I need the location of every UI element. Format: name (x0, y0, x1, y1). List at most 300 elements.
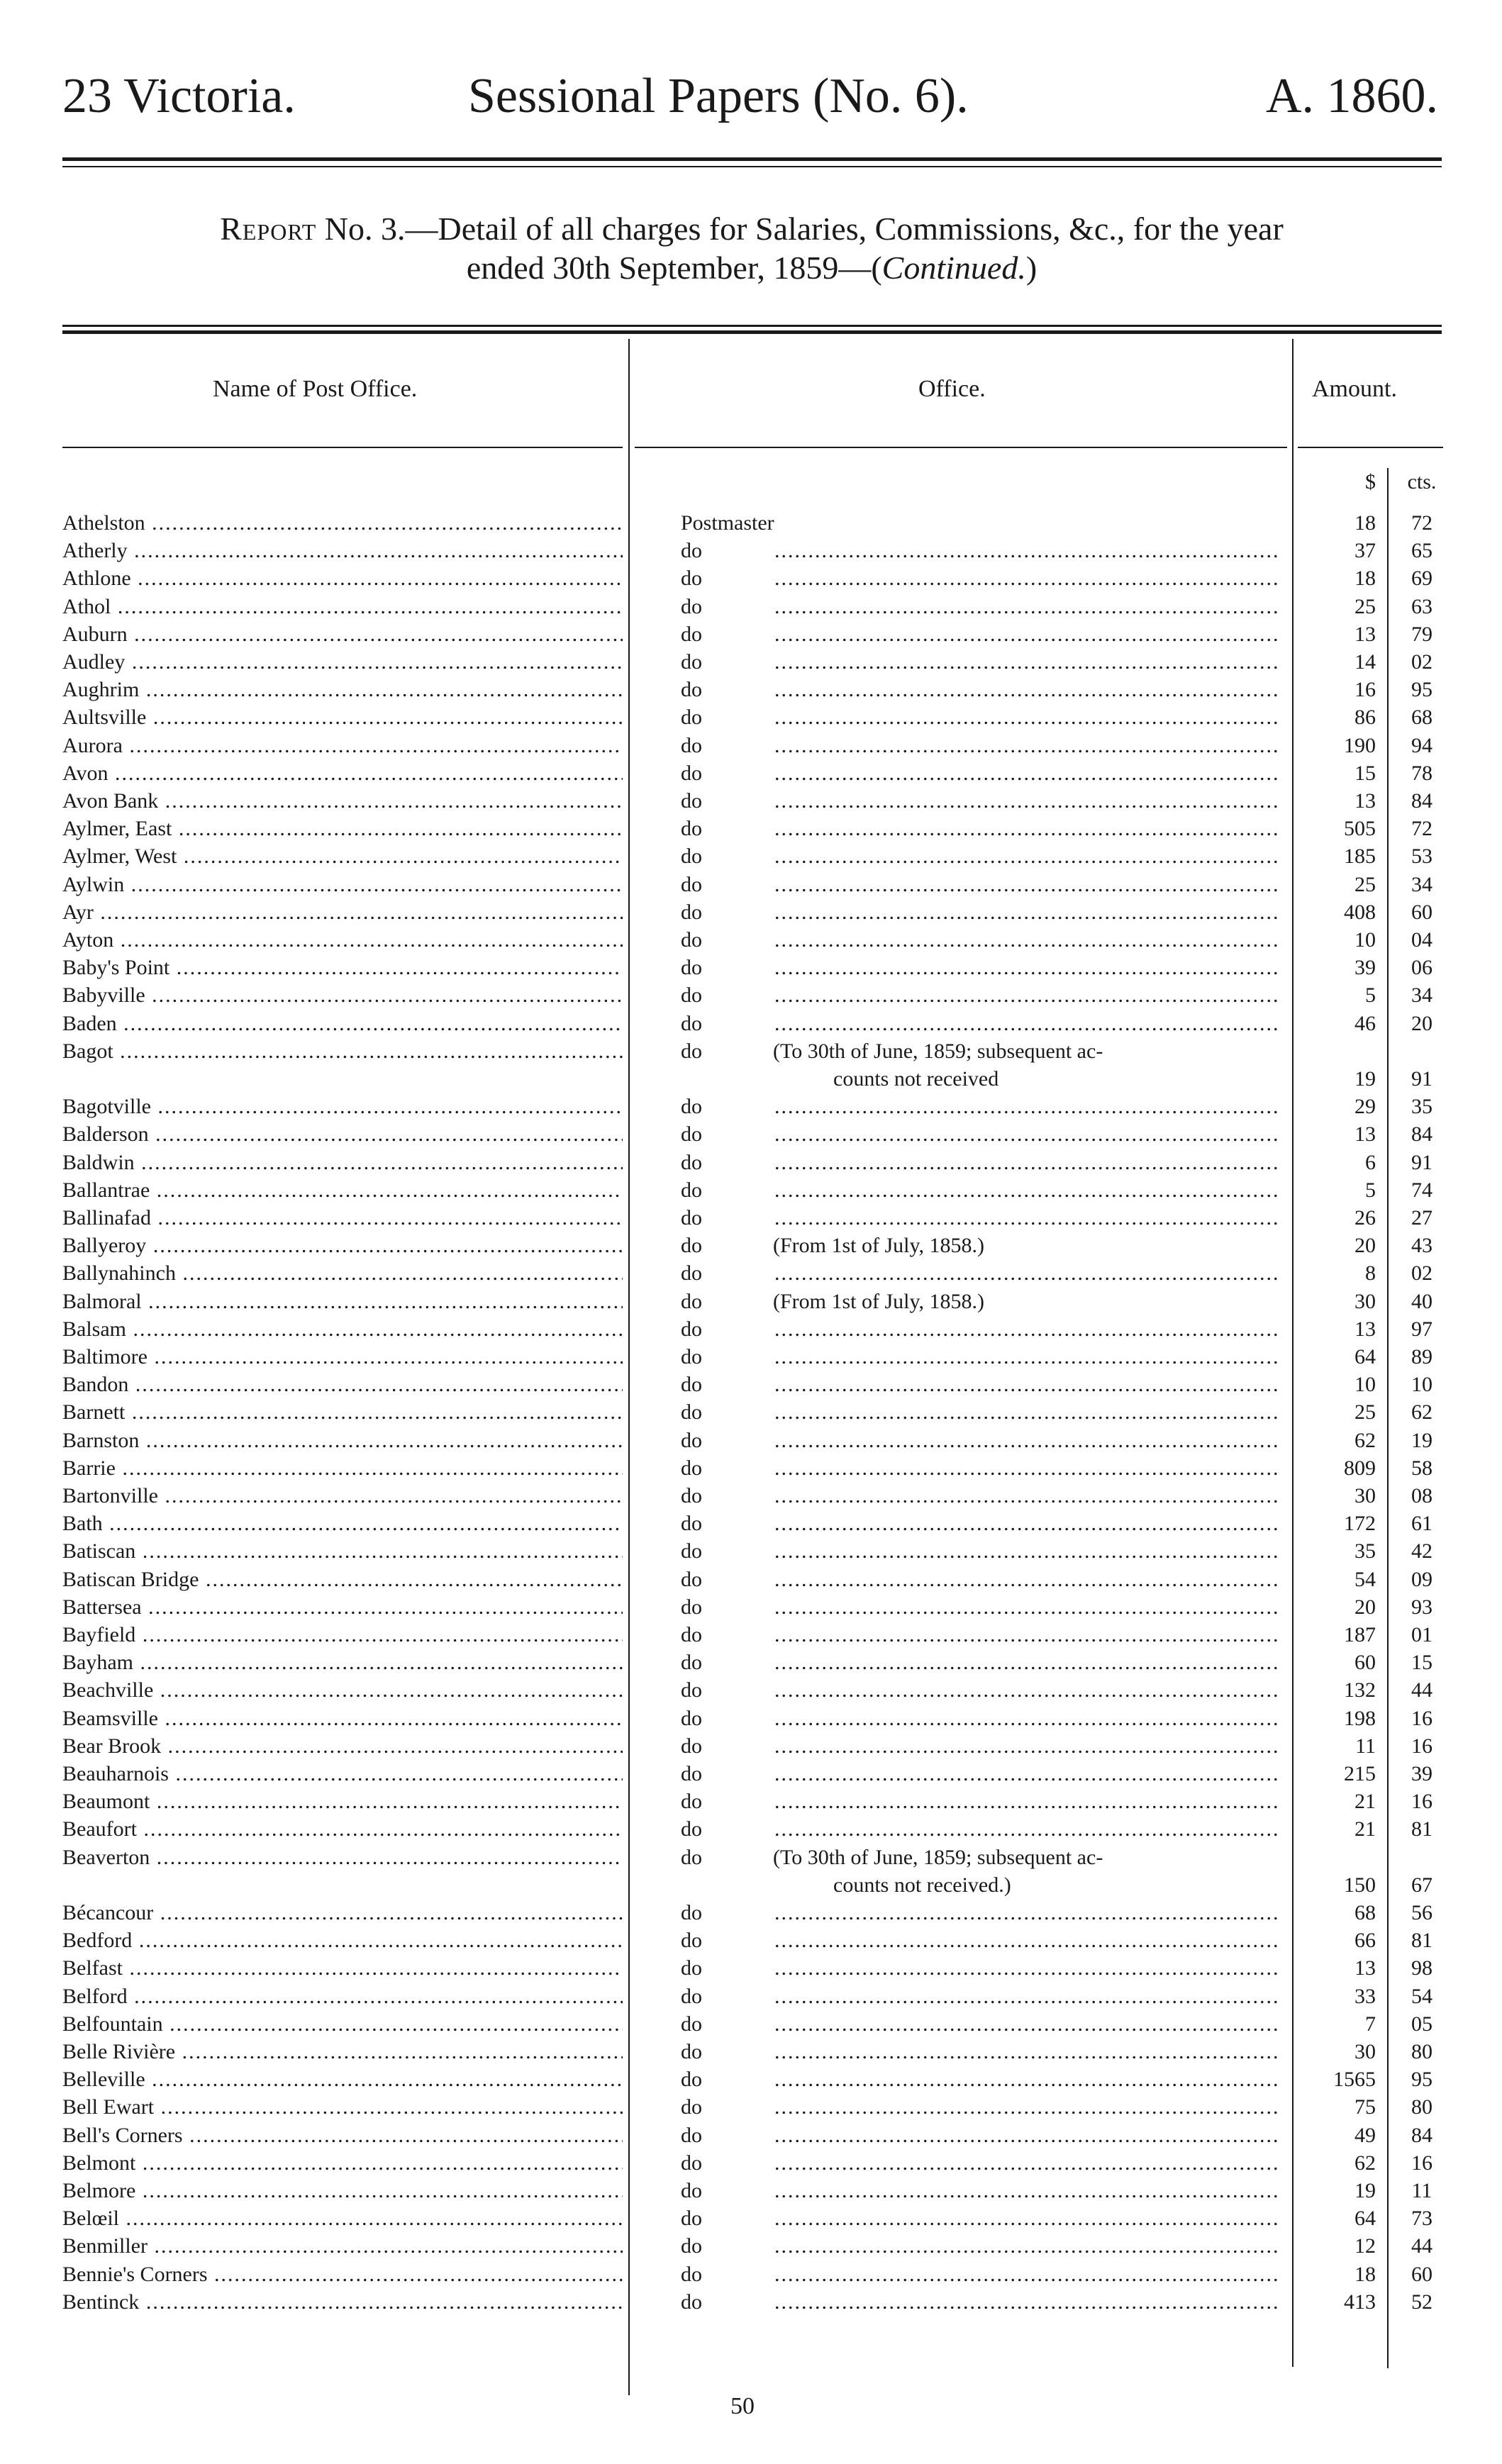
amount-dollars: 150 (1344, 1873, 1376, 1897)
table-row (0, 1537, 1502, 1566)
office-title: do (681, 1150, 702, 1174)
post-office-name: Batiscan ..... (62, 1537, 623, 1566)
post-office-name: Aylmer, West ..... (62, 842, 623, 871)
leader-dots (774, 1537, 1278, 1566)
amount-dollars: 86 (1354, 706, 1376, 730)
table-row (0, 509, 1502, 537)
amount-cents: 67 (1411, 1873, 1433, 1897)
table-row (0, 842, 1502, 871)
leader-dots (774, 926, 1278, 954)
leader-dots (774, 2038, 1278, 2066)
table-row (0, 787, 1502, 815)
amount-cents: 72 (1411, 511, 1433, 535)
office-title: do (681, 733, 702, 757)
table-row-continuation (0, 1065, 1502, 1093)
table-row (0, 1010, 1502, 1038)
leader-dots (774, 537, 1278, 565)
post-office-name: Baden ..... (62, 1010, 623, 1038)
leader-dots (774, 2204, 1278, 2233)
table-row (0, 2204, 1502, 2233)
office-title: do (681, 1623, 702, 1646)
amount-dollars: 15 (1354, 761, 1376, 785)
amount-cents: 80 (1411, 2040, 1433, 2063)
amount-cents: 11 (1411, 2179, 1433, 2202)
office-title: do (681, 1428, 702, 1452)
leader-dots (774, 2149, 1278, 2178)
leader-dots (774, 1454, 1278, 1483)
office-title: do (681, 1762, 702, 1785)
table-row (0, 1398, 1502, 1427)
table-row (0, 1788, 1502, 1816)
amount-dollars: 75 (1354, 2095, 1376, 2119)
post-office-name: Ballantrae ..... (62, 1176, 623, 1205)
office-title: do (681, 2262, 702, 2286)
amount-cents: 72 (1411, 817, 1433, 841)
amount-dollars: 62 (1354, 2151, 1376, 2175)
dollar-unit: $ (1365, 470, 1376, 494)
leader-dots (774, 1983, 1278, 2011)
post-office-name: Benmiller ..... (62, 2232, 623, 2260)
table-row (0, 2260, 1502, 2289)
office-note-continuation: counts not received (833, 1067, 999, 1091)
table-row (0, 2177, 1502, 2205)
post-office-name: Bagot ..... (62, 1037, 623, 1066)
table-row (0, 2122, 1502, 2150)
amount-cents: 93 (1411, 1595, 1433, 1619)
table-row (0, 2038, 1502, 2066)
post-office-name: Beamsville ..... (62, 1705, 623, 1733)
amount-dollars: 14 (1354, 650, 1376, 674)
table-row (0, 2066, 1502, 2094)
table-row (0, 2288, 1502, 2317)
office-title: do (681, 567, 702, 591)
office-title: do (681, 1039, 702, 1063)
table-row (0, 676, 1502, 704)
table-row (0, 1899, 1502, 1927)
office-title: do (681, 2123, 702, 2147)
table-row (0, 1983, 1502, 2011)
amount-dollars: 25 (1354, 1400, 1376, 1425)
amount-cents: 60 (1411, 2262, 1433, 2286)
post-office-name: Belleville ..... (62, 2066, 623, 2094)
amount-dollars: 10 (1354, 1373, 1376, 1397)
leader-dots (774, 1343, 1278, 1371)
office-title: do (681, 1122, 702, 1147)
office-title: do (681, 1539, 702, 1563)
amount-dollars: 66 (1354, 1929, 1376, 1953)
office-note-continuation: counts not received.) (833, 1873, 1011, 1897)
leader-dots (774, 1815, 1278, 1844)
table-row (0, 1149, 1502, 1177)
amount-dollars: 19 (1354, 1067, 1376, 1091)
table-row (0, 1815, 1502, 1844)
post-office-name: Ballinafad ..... (62, 1204, 623, 1232)
table-row (0, 1760, 1502, 1788)
amount-dollars: 54 (1354, 1567, 1376, 1591)
post-office-name: Belmore ..... (62, 2177, 623, 2205)
amount-cents: 81 (1411, 1817, 1433, 1841)
post-office-name: Barrie ..... (62, 1454, 623, 1483)
leader-dots (774, 564, 1278, 593)
leader-dots (774, 703, 1278, 732)
amount-cents: 91 (1411, 1150, 1433, 1174)
post-office-name: Avon Bank ..... (62, 787, 623, 815)
leader-dots (774, 2093, 1278, 2122)
office-title: do (681, 650, 702, 674)
amount-dollars: 68 (1354, 1901, 1376, 1924)
col-header-amount: Amount. (1312, 376, 1397, 402)
post-office-name: Belle Rivière ..... (62, 2038, 623, 2066)
amount-dollars: 6 (1365, 1150, 1376, 1174)
post-office-name: Avon ..... (62, 759, 623, 788)
amount-cents: 40 (1411, 1289, 1433, 1313)
table-row (0, 1120, 1502, 1149)
office-title: do (681, 956, 702, 980)
post-office-name: Battersea ..... (62, 1593, 623, 1622)
leader-dots (774, 1120, 1278, 1149)
amount-cents: 27 (1411, 1206, 1433, 1230)
amount-cents: 98 (1411, 1956, 1433, 1980)
office-title: do (681, 1178, 702, 1202)
post-office-name: Belfast ..... (62, 1954, 623, 1983)
amount-dollars: 46 (1354, 1011, 1376, 1035)
amount-cents: 52 (1411, 2290, 1433, 2314)
amount-cents: 97 (1411, 1317, 1433, 1341)
amount-dollars: 39 (1354, 956, 1376, 980)
table-row (0, 620, 1502, 649)
post-office-name: Aurora ..... (62, 732, 623, 760)
amount-cents: 15 (1411, 1651, 1433, 1675)
amount-cents: 16 (1411, 1790, 1433, 1814)
amount-dollars: 13 (1354, 1956, 1376, 1980)
office-title: do (681, 539, 702, 563)
amount-cents: 84 (1411, 2123, 1433, 2147)
amount-cents: 61 (1411, 1512, 1433, 1536)
office-title: do (681, 1234, 702, 1258)
leader-dots (774, 1566, 1278, 1594)
report-label: Report (220, 211, 317, 247)
amount-dollars: 18 (1354, 511, 1376, 535)
office-title: do (681, 1678, 702, 1702)
office-title: do (681, 844, 702, 869)
office-title: do (681, 872, 702, 896)
leader-dots (774, 1427, 1278, 1455)
office-title: do (681, 1956, 702, 1980)
amount-cents: 34 (1411, 872, 1433, 896)
table-row (0, 1315, 1502, 1344)
page-number: 50 (730, 2393, 755, 2419)
post-office-name: Aultsville ..... (62, 703, 623, 732)
post-office-name: Ballyeroy ..... (62, 1232, 623, 1260)
leader-dots (774, 1204, 1278, 1232)
amount-cents: 95 (1411, 678, 1433, 702)
amount-dollars: 1565 (1333, 2068, 1376, 2092)
leader-dots (774, 2122, 1278, 2150)
amount-cents: 62 (1411, 1400, 1433, 1425)
amount-cents: 02 (1411, 1261, 1433, 1286)
amount-cents: 42 (1411, 1539, 1433, 1563)
post-office-name: Bath ..... (62, 1510, 623, 1538)
amount-cents: 60 (1411, 900, 1433, 924)
leader-dots (774, 2066, 1278, 2094)
post-office-name: Bear Brook ..... (62, 1732, 623, 1761)
leader-dots (774, 1149, 1278, 1177)
leader-dots (774, 1010, 1278, 1038)
office-title: do (681, 1845, 702, 1869)
table-row (0, 1844, 1502, 1872)
post-office-name: Audley ..... (62, 648, 623, 676)
leader-dots (774, 648, 1278, 676)
amount-cents: 78 (1411, 761, 1433, 785)
post-office-name: Beauharnois ..... (62, 1760, 623, 1788)
office-title: do (681, 789, 702, 813)
post-office-name: Baldwin ..... (62, 1149, 623, 1177)
office-title: do (681, 2040, 702, 2063)
amount-cents: 04 (1411, 928, 1433, 952)
amount-dollars: 35 (1354, 1539, 1376, 1563)
table-row (0, 537, 1502, 565)
table-row (0, 1093, 1502, 1121)
post-office-name: Bayfield ..... (62, 1621, 623, 1649)
amount-dollars: 505 (1344, 817, 1376, 841)
report-title-close: ) (1025, 250, 1038, 286)
post-office-name: Auburn ..... (62, 620, 623, 649)
office-title: do (681, 2290, 702, 2314)
amount-dollars: 29 (1354, 1095, 1376, 1119)
amount-dollars: 5 (1365, 1178, 1376, 1202)
post-office-name: Bartonville ..... (62, 1482, 623, 1510)
amount-dollars: 49 (1354, 2123, 1376, 2147)
amount-dollars: 5 (1365, 983, 1376, 1008)
leader-dots (774, 1927, 1278, 1955)
table-row (0, 2093, 1502, 2122)
amount-cents: 79 (1411, 622, 1433, 646)
leader-dots (774, 954, 1278, 982)
amount-cents: 01 (1411, 1623, 1433, 1646)
amount-cents: 74 (1411, 1178, 1433, 1202)
table-row (0, 1566, 1502, 1594)
table-row (0, 1037, 1502, 1066)
post-office-name: Bandon ..... (62, 1371, 623, 1399)
post-office-name: Athelston ..... (62, 509, 623, 537)
office-title: Postmaster (681, 511, 774, 535)
post-office-name: Beachville ..... (62, 1676, 623, 1705)
leader-dots (774, 732, 1278, 760)
office-note: (From 1st of July, 1858.) (773, 1289, 985, 1313)
amount-cents: 89 (1411, 1345, 1433, 1368)
office-title: do (681, 1567, 702, 1591)
amount-dollars: 60 (1354, 1651, 1376, 1675)
table-row (0, 1954, 1502, 1983)
amount-dollars: 30 (1354, 1484, 1376, 1507)
post-office-name: Bécancour ..... (62, 1899, 623, 1927)
table-row (0, 1732, 1502, 1761)
leader-dots (774, 2288, 1278, 2317)
amount-dollars: 185 (1344, 844, 1376, 869)
amount-dollars: 215 (1344, 1762, 1376, 1785)
amount-cents: 19 (1411, 1428, 1433, 1452)
table-row (0, 1454, 1502, 1483)
office-title: do (681, 1095, 702, 1119)
office-title: do (681, 1817, 702, 1841)
table-row (0, 1343, 1502, 1371)
office-title: do (681, 678, 702, 702)
office-title: do (681, 1206, 702, 1230)
post-office-name: Balmoral ..... (62, 1288, 623, 1316)
leader-dots (774, 815, 1278, 843)
post-office-name: Barnston ..... (62, 1427, 623, 1455)
amount-dollars: 172 (1344, 1512, 1376, 1536)
table-row (0, 898, 1502, 927)
amount-dollars: 16 (1354, 678, 1376, 702)
leader-dots (774, 1176, 1278, 1205)
amount-cents: 44 (1411, 2234, 1433, 2258)
table-row (0, 2232, 1502, 2260)
amount-dollars: 64 (1354, 2207, 1376, 2231)
leader-dots (774, 1259, 1278, 1288)
amount-dollars: 19 (1354, 2179, 1376, 2202)
amount-dollars: 20 (1354, 1234, 1376, 1258)
office-title: do (681, 1345, 702, 1368)
post-office-name: Bayham ..... (62, 1649, 623, 1677)
post-office-name: Bell Ewart ..... (62, 2093, 623, 2122)
amount-dollars: 413 (1344, 2290, 1376, 2314)
amount-cents: 63 (1411, 594, 1433, 618)
leader-dots (774, 981, 1278, 1010)
table-row (0, 1371, 1502, 1399)
table-row (0, 1259, 1502, 1288)
office-note: (To 30th of June, 1859; subsequent ac- (773, 1039, 1103, 1063)
office-title: do (681, 1317, 702, 1341)
post-office-name: Aylmer, East ..... (62, 815, 623, 843)
table-row (0, 703, 1502, 732)
table-row (0, 648, 1502, 676)
post-office-name: Ballynahinch ..... (62, 1259, 623, 1288)
amount-cents: 10 (1411, 1373, 1433, 1397)
amount-dollars: 25 (1354, 872, 1376, 896)
post-office-name: Athlone ..... (62, 564, 623, 593)
leader-dots (774, 1093, 1278, 1121)
office-title: do (681, 1706, 702, 1730)
amount-cents: 16 (1411, 1734, 1433, 1758)
amount-dollars: 10 (1354, 928, 1376, 952)
amount-cents: 56 (1411, 1901, 1433, 1924)
post-office-name: Belœil ..... (62, 2204, 623, 2233)
cents-unit: cts. (1407, 470, 1437, 494)
amount-cents: 54 (1411, 1984, 1433, 2008)
amount-cents: 65 (1411, 539, 1433, 563)
post-office-name: Athol ..... (62, 593, 623, 621)
office-title: do (681, 1456, 702, 1480)
amount-dollars: 21 (1354, 1790, 1376, 1814)
office-title: do (681, 1289, 702, 1313)
amount-cents: 95 (1411, 2068, 1433, 2092)
header-right: A. 1860. (1265, 69, 1438, 123)
amount-dollars: 26 (1354, 1206, 1376, 1230)
office-title: do (681, 1484, 702, 1507)
post-office-name: Babyville ..... (62, 981, 623, 1010)
amount-dollars: 7 (1365, 2012, 1376, 2036)
amount-dollars: 187 (1344, 1623, 1376, 1646)
post-office-name: Bennie's Corners ..... (62, 2260, 623, 2289)
leader-dots (774, 842, 1278, 871)
amount-dollars: 12 (1354, 2234, 1376, 2258)
amount-cents: 09 (1411, 1567, 1433, 1591)
office-title: do (681, 2179, 702, 2202)
table-row (0, 1676, 1502, 1705)
report-title-continued: Continued. (881, 250, 1026, 286)
office-title: do (681, 622, 702, 646)
post-office-name: Bedford ..... (62, 1927, 623, 1955)
post-office-name: Belford ..... (62, 1983, 623, 2011)
office-title: do (681, 2151, 702, 2175)
col-header-name: Name of Post Office. (213, 376, 418, 402)
amount-cents: 58 (1411, 1456, 1433, 1480)
office-title: do (681, 594, 702, 618)
office-title: do (681, 1790, 702, 1814)
leader-dots (774, 2232, 1278, 2260)
office-title: do (681, 1373, 702, 1397)
amount-cents: 80 (1411, 2095, 1433, 2119)
table-row (0, 981, 1502, 1010)
amount-dollars: 21 (1354, 1817, 1376, 1841)
amount-dollars: 30 (1354, 1289, 1376, 1313)
amount-cents: 06 (1411, 956, 1433, 980)
leader-dots (774, 1315, 1278, 1344)
amount-dollars: 33 (1354, 1984, 1376, 2008)
post-office-name: Ayton ..... (62, 926, 623, 954)
post-office-name: Beaverton ..... (62, 1844, 623, 1872)
table-row (0, 1204, 1502, 1232)
amount-cents: 02 (1411, 650, 1433, 674)
amount-dollars: 18 (1354, 567, 1376, 591)
post-office-name: Balderson ..... (62, 1120, 623, 1149)
table-row (0, 759, 1502, 788)
post-office-name: Aughrim ..... (62, 676, 623, 704)
amount-dollars: 190 (1344, 733, 1376, 757)
table-row (0, 2010, 1502, 2039)
office-title: do (681, 1651, 702, 1675)
amount-dollars: 18 (1354, 2262, 1376, 2286)
office-title: do (681, 706, 702, 730)
table-row (0, 1232, 1502, 1260)
office-title: do (681, 1400, 702, 1425)
post-office-name: Belmont ..... (62, 2149, 623, 2178)
leader-dots (774, 2260, 1278, 2289)
amount-cents: 53 (1411, 844, 1433, 869)
table-row (0, 871, 1502, 899)
amount-cents: 73 (1411, 2207, 1433, 2231)
amount-dollars: 408 (1344, 900, 1376, 924)
office-title: do (681, 2012, 702, 2036)
office-title: do (681, 2234, 702, 2258)
post-office-name: Beaufort ..... (62, 1815, 623, 1844)
post-office-name: Belfountain ..... (62, 2010, 623, 2039)
amount-dollars: 8 (1365, 1261, 1376, 1286)
office-title: do (681, 1734, 702, 1758)
leader-dots (774, 871, 1278, 899)
table-row (0, 1427, 1502, 1455)
amount-dollars: 13 (1354, 622, 1376, 646)
leader-dots (774, 1510, 1278, 1538)
amount-cents: 91 (1411, 1067, 1433, 1091)
office-note: (From 1st of July, 1858.) (773, 1234, 985, 1258)
amount-cents: 16 (1411, 1706, 1433, 1730)
office-title: do (681, 983, 702, 1008)
leader-dots (774, 2010, 1278, 2039)
leader-dots (774, 1649, 1278, 1677)
leader-dots (774, 2177, 1278, 2205)
